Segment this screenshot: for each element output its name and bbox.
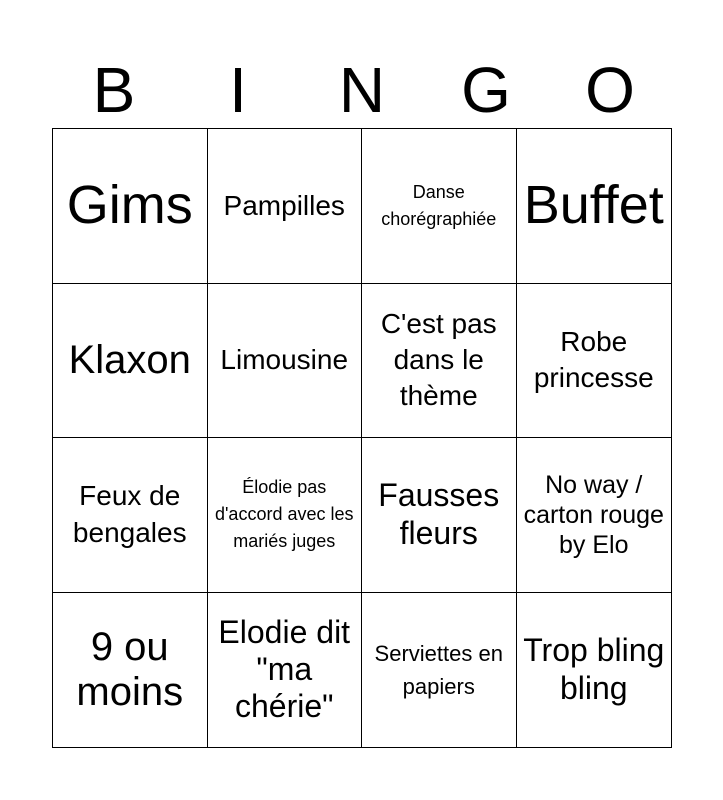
cell-label: Buffet — [523, 175, 664, 236]
cell-label: No way / carton rouge by Elo — [523, 470, 664, 559]
bingo-cell[interactable] — [362, 129, 517, 284]
cell-label: Feux de bengales — [72, 480, 187, 548]
cell-label: 9 ou moins — [76, 624, 184, 714]
header-letter-b: B — [92, 54, 136, 126]
bingo-cell[interactable] — [362, 284, 517, 439]
bingo-cell[interactable] — [208, 129, 363, 284]
bingo-cell[interactable] — [53, 284, 208, 439]
cell-label: Robe princesse — [533, 325, 654, 394]
bingo-cell[interactable] — [208, 284, 363, 439]
bingo-cell[interactable] — [53, 593, 208, 748]
header-letter-n: N — [338, 54, 386, 126]
bingo-header — [52, 55, 672, 125]
cell-label: Klaxon — [68, 337, 191, 382]
cell-label: Limousine — [220, 344, 349, 376]
bingo-grid — [52, 128, 672, 748]
cell-label: Gims — [66, 175, 193, 236]
bingo-cell[interactable] — [517, 593, 672, 748]
header-letter-o: O — [585, 54, 635, 126]
cell-label: Danse chorégraphiée — [381, 181, 497, 229]
bingo-cell[interactable] — [362, 593, 517, 748]
cell-label: Élodie pas d'accord avec les mariés juges — [214, 477, 354, 552]
cell-label: C'est pas dans le thème — [380, 307, 497, 412]
bingo-cell[interactable] — [208, 593, 363, 748]
header-letter-i: I — [229, 54, 247, 126]
bingo-cell[interactable] — [517, 129, 672, 284]
header-letter-g: G — [461, 54, 511, 126]
cell-label: Fausses fleurs — [378, 477, 500, 551]
bingo-cell[interactable] — [53, 438, 208, 593]
bingo-cell[interactable] — [362, 438, 517, 593]
bingo-cell[interactable] — [517, 284, 672, 439]
cell-label: Elodie dit "ma chérie" — [218, 613, 351, 725]
cell-label: Trop bling bling — [523, 632, 665, 706]
bingo-cell[interactable] — [208, 438, 363, 593]
cell-label: Pampilles — [223, 189, 345, 221]
bingo-cell[interactable] — [517, 438, 672, 593]
cell-label: Serviettes en papiers — [374, 640, 503, 699]
bingo-cell[interactable] — [53, 129, 208, 284]
